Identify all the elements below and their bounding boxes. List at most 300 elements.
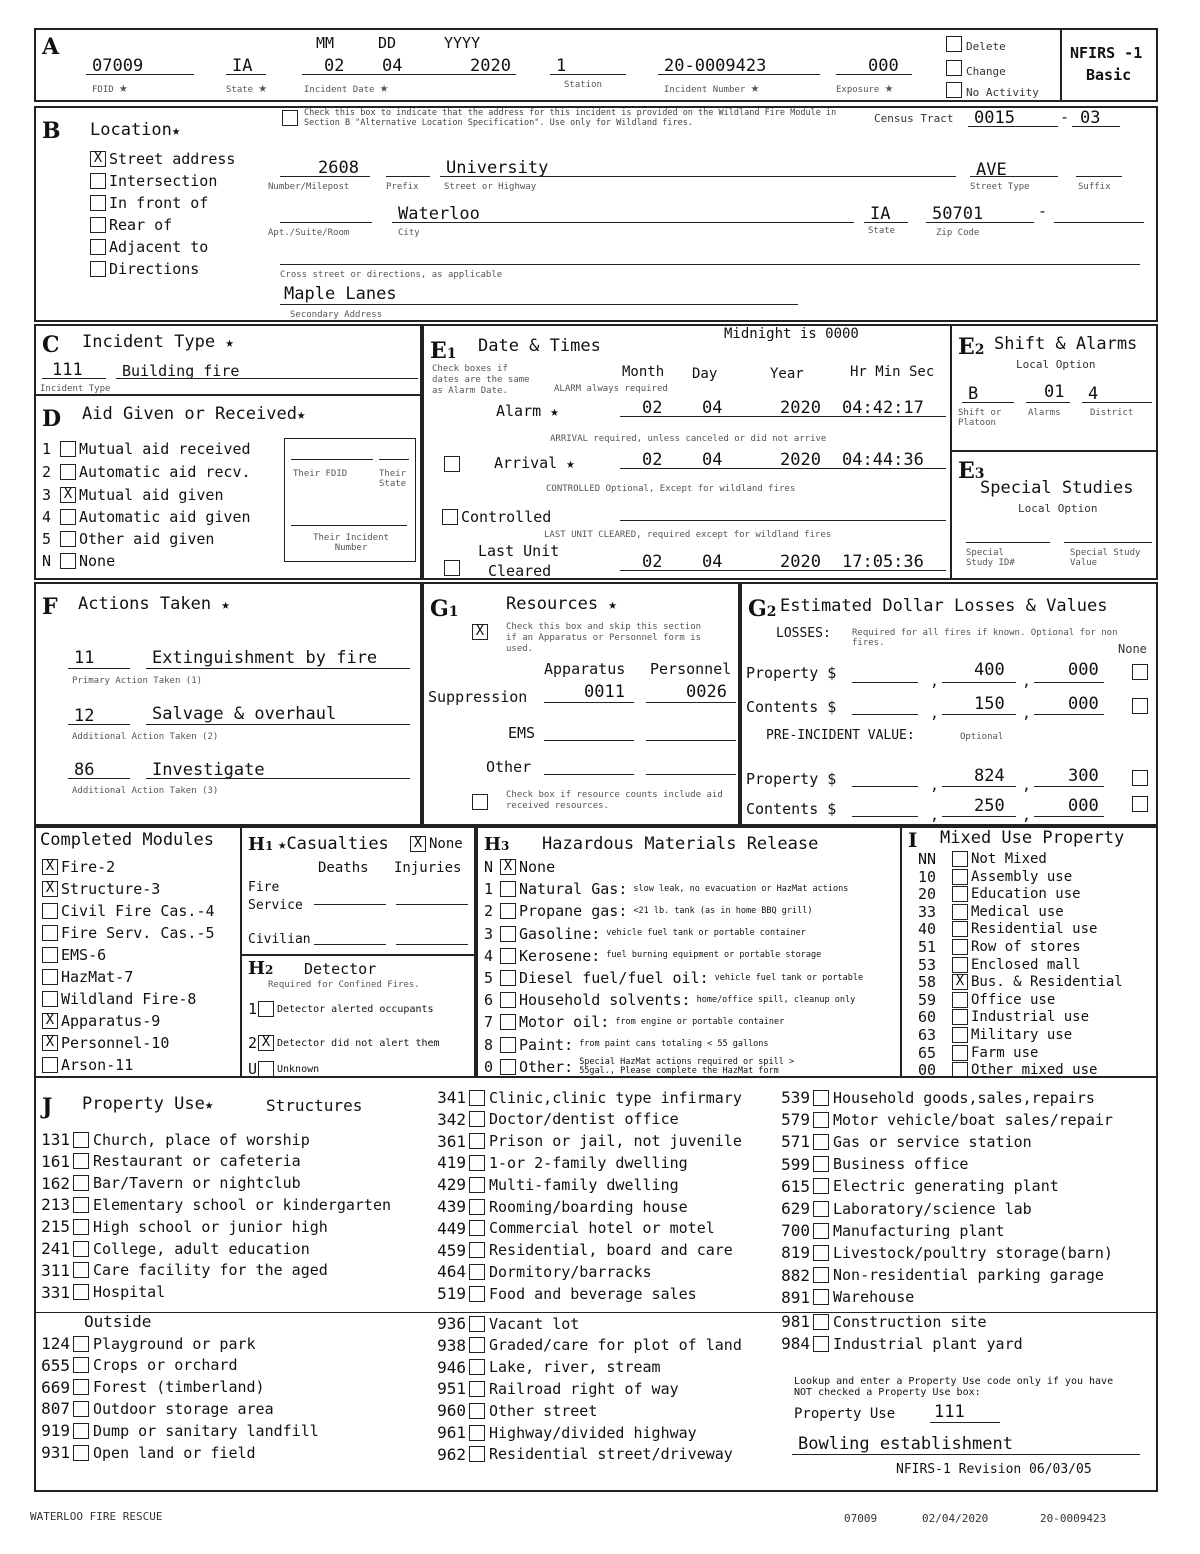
opt-directions-checkbox[interactable]: [90, 261, 106, 277]
module-fire[interactable]: X Fire-2: [42, 858, 115, 876]
aid-5-checkbox[interactable]: [60, 531, 76, 547]
property-use-item-checkbox[interactable]: [813, 1223, 829, 1239]
action-2-code[interactable]: 12: [74, 706, 95, 726]
aid-counts-checkbox[interactable]: [472, 794, 488, 810]
cleared-month[interactable]: 02: [642, 552, 663, 572]
mixed-use-checkbox[interactable]: X: [952, 974, 968, 990]
mixed-use-item[interactable]: [918, 991, 1055, 1009]
property-use-item-checkbox[interactable]: [73, 1284, 89, 1300]
opt-adjacent-to[interactable]: Adjacent to: [90, 238, 208, 256]
pre-contents-none-checkbox[interactable]: [1132, 796, 1148, 812]
property-use-item-checkbox[interactable]: [73, 1219, 89, 1235]
mixed-use-item[interactable]: [918, 850, 1047, 868]
loss-property-none-checkbox[interactable]: [1132, 664, 1148, 680]
loss-property-m-line: [852, 682, 918, 683]
property-use-item-checkbox[interactable]: [813, 1112, 829, 1128]
property-use-item[interactable]: [770, 1110, 1113, 1129]
hazmat-item[interactable]: [484, 925, 806, 943]
property-use-item-checkbox[interactable]: [813, 1267, 829, 1283]
property-use-item-code: 819: [781, 1243, 810, 1263]
property-use-item[interactable]: [770, 1334, 1023, 1353]
module-structure-checkbox[interactable]: X: [42, 881, 58, 897]
change-checkbox[interactable]: [946, 60, 962, 76]
property-use-item-checkbox[interactable]: [73, 1379, 89, 1395]
mixed-use-item[interactable]: [918, 1008, 1089, 1026]
property-use-item-checkbox[interactable]: [469, 1111, 485, 1127]
action-2-desc[interactable]: Salvage & overhaul: [152, 704, 337, 724]
hazmat-item[interactable]: [484, 1013, 784, 1031]
property-use-item-checkbox[interactable]: [73, 1262, 89, 1278]
hazmat-checkbox[interactable]: [500, 970, 516, 986]
property-use-item[interactable]: [426, 1197, 688, 1216]
property-use-item[interactable]: [30, 1195, 391, 1214]
property-use-item[interactable]: [770, 1243, 1113, 1262]
property-use-item-checkbox[interactable]: [469, 1199, 485, 1215]
property-use-item[interactable]: [770, 1088, 1095, 1107]
mixed-use-checkbox[interactable]: [952, 957, 968, 973]
alarm-time[interactable]: 04:42:17: [842, 398, 924, 418]
property-use-item[interactable]: [770, 1132, 1032, 1151]
property-use-item-checkbox[interactable]: [469, 1337, 485, 1353]
mixed-use-checkbox[interactable]: [952, 869, 968, 885]
property-use-item[interactable]: [426, 1284, 697, 1303]
module-civil-fire-checkbox[interactable]: [42, 903, 58, 919]
module-apparatus-checkbox[interactable]: X: [42, 1013, 58, 1029]
property-use-item[interactable]: [426, 1153, 688, 1172]
property-use-item-checkbox[interactable]: [73, 1197, 89, 1213]
property-use-item[interactable]: [770, 1221, 1005, 1240]
property-use-item[interactable]: [30, 1378, 265, 1397]
cleared-same-date-checkbox[interactable]: [444, 560, 460, 576]
mixed-use-checkbox[interactable]: [952, 939, 968, 955]
special-study-value-line[interactable]: [1064, 542, 1152, 543]
hazmat-checkbox[interactable]: [500, 1037, 516, 1053]
property-use-item-checkbox[interactable]: [469, 1264, 485, 1280]
property-use-item-checkbox[interactable]: [813, 1289, 829, 1305]
property-use-item[interactable]: [30, 1239, 310, 1258]
hazmat-item[interactable]: [484, 969, 863, 987]
module-apparatus[interactable]: X Apparatus-9: [42, 1012, 160, 1030]
shift-value[interactable]: B: [968, 384, 979, 404]
property-use-item-checkbox[interactable]: [73, 1401, 89, 1417]
property-use-item-label: College, adult education: [93, 1239, 310, 1258]
mixed-use-checkbox[interactable]: [952, 1027, 968, 1043]
mixed-use-item[interactable]: [918, 903, 1064, 921]
property-use-item-label: Construction site: [833, 1312, 987, 1331]
module-fire-serv[interactable]: Fire Serv. Cas.-5: [42, 924, 215, 942]
section-e2: [950, 324, 1158, 452]
hazmat-item[interactable]: [484, 1036, 769, 1054]
property-use-item[interactable]: [30, 1443, 256, 1462]
loss-contents-k[interactable]: 150: [974, 694, 1005, 714]
property-use-item-checkbox[interactable]: [469, 1316, 485, 1332]
hazmat-item[interactable]: [484, 858, 555, 876]
opt-intersection[interactable]: Intersection: [90, 172, 217, 190]
section-g1: [422, 582, 740, 826]
mixed-use-item[interactable]: [918, 973, 1123, 991]
property-use-item-checkbox[interactable]: [813, 1134, 829, 1150]
property-use-item-checkbox[interactable]: [73, 1357, 89, 1373]
property-use-item-checkbox[interactable]: [73, 1241, 89, 1257]
opt-directions[interactable]: Directions: [90, 260, 199, 278]
alarms-line: [1026, 402, 1070, 403]
property-use-item[interactable]: [30, 1152, 301, 1171]
alarm-year[interactable]: 2020: [780, 398, 821, 418]
aid-4-checkbox[interactable]: [60, 509, 76, 525]
property-use-item-checkbox[interactable]: [73, 1153, 89, 1169]
fire-service-deaths-line[interactable]: [314, 904, 386, 905]
property-use-item[interactable]: [30, 1421, 319, 1440]
property-use-item-checkbox[interactable]: [73, 1423, 89, 1439]
opt-in-front-of-checkbox[interactable]: [90, 195, 106, 211]
pre-property-u[interactable]: 300: [1068, 766, 1099, 786]
comma: ,: [930, 776, 940, 794]
module-fire-serv-checkbox[interactable]: [42, 925, 58, 941]
property-use-item-checkbox[interactable]: [469, 1177, 485, 1193]
property-use-item[interactable]: [30, 1283, 165, 1302]
cleared-note: LAST UNIT CLEARED, required except for wildland fires: [544, 530, 832, 540]
hazmat-item[interactable]: [484, 902, 813, 920]
section-e1-letter: E1: [430, 338, 457, 364]
mixed-use-checkbox[interactable]: [952, 1045, 968, 1061]
module-hazmat-checkbox[interactable]: [42, 969, 58, 985]
property-use-item[interactable]: [30, 1130, 310, 1149]
state-b-value[interactable]: IA: [870, 204, 891, 224]
property-use-item[interactable]: [770, 1177, 1059, 1196]
casualties-none-checkbox[interactable]: X: [410, 836, 426, 852]
property-use-item-checkbox[interactable]: [813, 1090, 829, 1106]
property-use-desc[interactable]: Bowling establishment: [798, 1434, 1013, 1454]
resources-skip-checkbox[interactable]: X: [472, 624, 488, 640]
property-use-item[interactable]: [30, 1334, 256, 1353]
pre-incident-optional: Optional: [960, 732, 1004, 742]
controlled-line[interactable]: [620, 520, 946, 521]
property-use-item-checkbox[interactable]: [469, 1155, 485, 1171]
property-use-item[interactable]: [426, 1379, 679, 1398]
mixed-use-label: Office use: [971, 991, 1056, 1008]
change-label: Change: [966, 65, 1006, 78]
mixed-use-item[interactable]: [918, 956, 1081, 974]
property-use-item-checkbox[interactable]: [73, 1336, 89, 1352]
ems-apparatus-line[interactable]: [544, 740, 634, 741]
alarm-month[interactable]: 02: [642, 398, 663, 418]
property-use-item-checkbox[interactable]: [73, 1175, 89, 1191]
property-use-item-checkbox[interactable]: [813, 1156, 829, 1172]
secondary-address-value[interactable]: Maple Lanes: [284, 284, 397, 304]
mixed-use-item[interactable]: [918, 920, 1097, 938]
property-use-item-checkbox[interactable]: [469, 1242, 485, 1258]
hazmat-checkbox[interactable]: [500, 903, 516, 919]
hazmat-item[interactable]: [484, 991, 855, 1009]
property-use-item[interactable]: [770, 1155, 968, 1174]
action-3-code[interactable]: 86: [74, 760, 95, 780]
hazmat-checkbox[interactable]: [500, 948, 516, 964]
mixed-use-checkbox[interactable]: [952, 904, 968, 920]
property-use-item[interactable]: [426, 1336, 742, 1355]
hazmat-checkbox[interactable]: [500, 926, 516, 942]
aid-3-checkbox[interactable]: X: [60, 487, 76, 503]
hazmat-checkbox[interactable]: [500, 881, 516, 897]
census-tract-1[interactable]: 0015: [974, 108, 1015, 128]
opt-rear-of[interactable]: Rear of: [90, 216, 172, 234]
module-hazmat[interactable]: HazMat-7: [42, 968, 133, 986]
zip-label: Zip Code: [936, 228, 980, 238]
cleared-time[interactable]: 17:05:36: [842, 552, 924, 572]
module-fire-checkbox[interactable]: X: [42, 859, 58, 875]
property-use-item[interactable]: [426, 1314, 579, 1333]
comma: ,: [1022, 806, 1032, 824]
mixed-use-checkbox[interactable]: [952, 886, 968, 902]
detector-2[interactable]: 2 X Detector did not alert them: [248, 1034, 440, 1052]
their-incident-line[interactable]: [291, 525, 407, 526]
aid-2-checkbox[interactable]: [60, 464, 76, 480]
loss-property-k[interactable]: 400: [974, 660, 1005, 680]
midnight-note: Midnight is 0000: [724, 326, 859, 342]
pre-property-k[interactable]: 824: [974, 766, 1005, 786]
property-use-item-checkbox[interactable]: [813, 1201, 829, 1217]
census-tract-2[interactable]: 03: [1080, 108, 1101, 128]
property-use-item-checkbox[interactable]: [469, 1090, 485, 1106]
street-value[interactable]: University: [446, 158, 549, 178]
loss-property-u[interactable]: 000: [1068, 660, 1099, 680]
property-use-item[interactable]: [426, 1132, 742, 1151]
action-1-desc[interactable]: Extinguishment by fire: [152, 648, 378, 668]
property-use-item-checkbox[interactable]: [469, 1359, 485, 1375]
module-arson-checkbox[interactable]: [42, 1057, 58, 1073]
opt-adjacent-to-checkbox[interactable]: [90, 239, 106, 255]
arrival-year[interactable]: 2020: [780, 450, 821, 470]
mixed-use-code: 20: [918, 885, 937, 904]
no-activity-checkbox[interactable]: [946, 82, 962, 98]
wildland-location-checkbox[interactable]: [282, 110, 298, 126]
hazmat-label: Natural Gas:: [519, 880, 628, 899]
pre-contents-k[interactable]: 250: [974, 796, 1005, 816]
property-use-item[interactable]: [426, 1088, 742, 1107]
hazmat-checkbox[interactable]: [500, 1014, 516, 1030]
fire-service-injuries-line[interactable]: [396, 904, 468, 905]
opt-street-address[interactable]: X Street address: [90, 150, 235, 168]
aid-2[interactable]: 2 Automatic aid recv.: [42, 463, 251, 481]
property-use-item[interactable]: [30, 1261, 328, 1280]
year-value[interactable]: 2020: [470, 56, 511, 76]
day-value[interactable]: 04: [382, 56, 403, 76]
opt-rear-of-checkbox[interactable]: [90, 217, 106, 233]
street-number-value[interactable]: 2608: [318, 158, 359, 178]
hazmat-checkbox[interactable]: [500, 992, 516, 1008]
arrival-day[interactable]: 04: [702, 450, 723, 470]
hazmat-code: 5: [484, 969, 494, 987]
property-use-item-checkbox[interactable]: [73, 1132, 89, 1148]
suppression-apparatus[interactable]: 0011: [584, 682, 625, 702]
property-use-item-checkbox[interactable]: [469, 1446, 485, 1462]
alarm-day[interactable]: 04: [702, 398, 723, 418]
section-h1-letter: H1: [248, 834, 274, 855]
other-personnel-line[interactable]: [646, 774, 736, 775]
pre-contents-u[interactable]: 000: [1068, 796, 1099, 816]
opt-intersection-checkbox[interactable]: [90, 173, 106, 189]
year-header: Year: [770, 366, 804, 382]
mixed-use-item[interactable]: [918, 868, 1072, 886]
action-1-code[interactable]: 11: [74, 648, 95, 668]
aid-5[interactable]: 5 Other aid given: [42, 530, 215, 548]
their-state-line[interactable]: [379, 459, 409, 460]
detector-1-checkbox[interactable]: [258, 1001, 274, 1017]
detector-u[interactable]: U Unknown: [248, 1060, 320, 1078]
hazmat-item[interactable]: [484, 1058, 819, 1076]
mixed-use-item[interactable]: [918, 1044, 1038, 1062]
cross-street-line[interactable]: [280, 264, 1140, 265]
other-apparatus-line[interactable]: [544, 774, 634, 775]
civilian-deaths-line[interactable]: [314, 944, 386, 945]
property-use-item-code: 342: [437, 1109, 466, 1129]
fdid-value[interactable]: 07009: [92, 56, 144, 76]
property-use-item[interactable]: [426, 1401, 597, 1420]
property-use-item[interactable]: [426, 1358, 661, 1377]
arrival-time[interactable]: 04:44:36: [842, 450, 924, 470]
aid-none[interactable]: N None: [42, 552, 116, 570]
property-use-item-code: 919: [41, 1421, 70, 1441]
station-value[interactable]: 1: [556, 56, 567, 76]
mixed-use-checkbox[interactable]: [952, 921, 968, 937]
property-use-item[interactable]: [426, 1262, 652, 1281]
opt-street-address-checkbox[interactable]: X: [90, 151, 106, 167]
pre-property-none-checkbox[interactable]: [1132, 770, 1148, 786]
aid-3[interactable]: 3 X Mutual aid given: [42, 486, 224, 504]
module-arson[interactable]: Arson-11: [42, 1056, 133, 1074]
incident-number-value[interactable]: 20-0009423: [664, 56, 767, 76]
module-structure[interactable]: X Structure-3: [42, 880, 160, 898]
zip-value[interactable]: 50701: [932, 204, 984, 224]
property-use-item[interactable]: [770, 1266, 1104, 1285]
city-value[interactable]: Waterloo: [398, 204, 480, 224]
aid-1[interactable]: 1 Mutual aid received: [42, 440, 251, 458]
hazmat-label: Motor oil:: [519, 1013, 610, 1032]
aid-4[interactable]: 4 Automatic aid given: [42, 508, 251, 526]
mixed-use-checkbox[interactable]: [952, 1009, 968, 1025]
delete-checkbox[interactable]: [946, 36, 962, 52]
property-use-item-checkbox[interactable]: [813, 1178, 829, 1194]
incident-type-desc[interactable]: Building fire: [122, 362, 240, 380]
hazmat-item[interactable]: [484, 947, 821, 965]
property-use-item[interactable]: [426, 1423, 697, 1442]
property-use-item[interactable]: [426, 1445, 733, 1464]
their-fdid-line[interactable]: [291, 459, 373, 460]
property-use-item-checkbox[interactable]: [469, 1220, 485, 1236]
property-use-item-checkbox[interactable]: [813, 1314, 829, 1330]
property-use-item[interactable]: [426, 1241, 733, 1260]
arrival-same-date-checkbox[interactable]: [444, 456, 460, 472]
hazmat-checkbox[interactable]: [500, 1059, 516, 1075]
mixed-use-checkbox[interactable]: [952, 992, 968, 1008]
suppression-personnel[interactable]: 0026: [686, 682, 727, 702]
property-use-item-checkbox[interactable]: [469, 1381, 485, 1397]
module-ems[interactable]: EMS-6: [42, 946, 106, 964]
mixed-use-item[interactable]: [918, 885, 1081, 903]
detector-1[interactable]: 1 Detector alerted occupants: [248, 1000, 434, 1018]
property-use-item-checkbox[interactable]: [469, 1133, 485, 1149]
property-use-item-checkbox[interactable]: [469, 1425, 485, 1441]
aid-none-checkbox[interactable]: [60, 553, 76, 569]
alarms-value[interactable]: 01: [1044, 382, 1065, 402]
special-study-id-line[interactable]: [966, 542, 1050, 543]
property-use-item-code: 946: [437, 1357, 466, 1377]
opt-in-front-of[interactable]: In front of: [90, 194, 208, 212]
state-b-label: State: [868, 226, 896, 236]
district-value[interactable]: 4: [1088, 384, 1099, 404]
section-j: [34, 1076, 1158, 1492]
module-personnel[interactable]: X Personnel-10: [42, 1034, 169, 1052]
property-use-item-checkbox[interactable]: [469, 1286, 485, 1302]
module-wildland[interactable]: Wildland Fire-8: [42, 990, 196, 1008]
property-use-item-label: Open land or field: [93, 1443, 256, 1462]
property-use-item[interactable]: [30, 1174, 301, 1193]
civilian-injuries-line[interactable]: [396, 944, 468, 945]
cleared-year[interactable]: 2020: [780, 552, 821, 572]
ems-personnel-line[interactable]: [646, 740, 736, 741]
month-value[interactable]: 02: [324, 56, 345, 76]
property-use-item[interactable]: [30, 1217, 328, 1236]
incident-number-label: Incident Number ★: [664, 80, 760, 96]
property-use-item[interactable]: [426, 1219, 715, 1238]
city-line: [392, 222, 854, 223]
arrival-month[interactable]: 02: [642, 450, 663, 470]
apparatus-header: Apparatus: [544, 660, 626, 678]
property-use-item-checkbox[interactable]: [73, 1445, 89, 1461]
detector-u-checkbox[interactable]: [258, 1061, 274, 1077]
mixed-use-item[interactable]: [918, 938, 1081, 956]
property-use-item-checkbox[interactable]: [469, 1403, 485, 1419]
hazmat-checkbox[interactable]: X: [500, 859, 516, 875]
incident-type-code-line: [42, 378, 106, 379]
loss-contents-none-checkbox[interactable]: [1132, 698, 1148, 714]
controlled[interactable]: Controlled: [442, 508, 551, 526]
action-2-desc-line: [146, 724, 410, 725]
property-use-item[interactable]: [770, 1199, 1032, 1218]
module-ems-checkbox[interactable]: [42, 947, 58, 963]
mixed-use-item[interactable]: [918, 1026, 1072, 1044]
property-use-item-checkbox[interactable]: [813, 1336, 829, 1352]
hazmat-item[interactable]: [484, 880, 848, 898]
detector-2-checkbox[interactable]: X: [258, 1035, 274, 1051]
property-use-item[interactable]: [770, 1288, 914, 1307]
module-wildland-checkbox[interactable]: [42, 991, 58, 1007]
section-c-letter: C: [42, 332, 60, 358]
action-3-desc[interactable]: Investigate: [152, 760, 265, 780]
incident-type-code[interactable]: 111: [52, 360, 83, 380]
cleared-day[interactable]: 04: [702, 552, 723, 572]
day-header: Day: [692, 366, 718, 382]
property-use-item[interactable]: [30, 1399, 274, 1418]
loss-contents-u[interactable]: 000: [1068, 694, 1099, 714]
property-use-item-label: Industrial plant yard: [833, 1334, 1023, 1353]
property-use-item[interactable]: [426, 1110, 679, 1129]
exposure-value[interactable]: 000: [868, 56, 899, 76]
mixed-use-checkbox[interactable]: [952, 851, 968, 867]
state-value[interactable]: IA: [232, 56, 253, 76]
property-use-item-checkbox[interactable]: [813, 1245, 829, 1261]
property-use-code[interactable]: 111: [934, 1402, 965, 1422]
hazmat-desc: from paint cans totaling < 55 gallons: [579, 1039, 769, 1050]
module-personnel-checkbox[interactable]: X: [42, 1035, 58, 1051]
property-use-item[interactable]: [770, 1312, 987, 1331]
controlled-checkbox[interactable]: [442, 509, 458, 525]
aid-1-checkbox[interactable]: [60, 441, 76, 457]
street-type-value[interactable]: AVE: [976, 160, 1007, 180]
property-use-item[interactable]: [30, 1356, 238, 1375]
casualties-none[interactable]: X None: [410, 836, 463, 852]
property-use-item[interactable]: [426, 1175, 679, 1194]
module-civil-fire[interactable]: Civil Fire Cas.-4: [42, 902, 215, 920]
